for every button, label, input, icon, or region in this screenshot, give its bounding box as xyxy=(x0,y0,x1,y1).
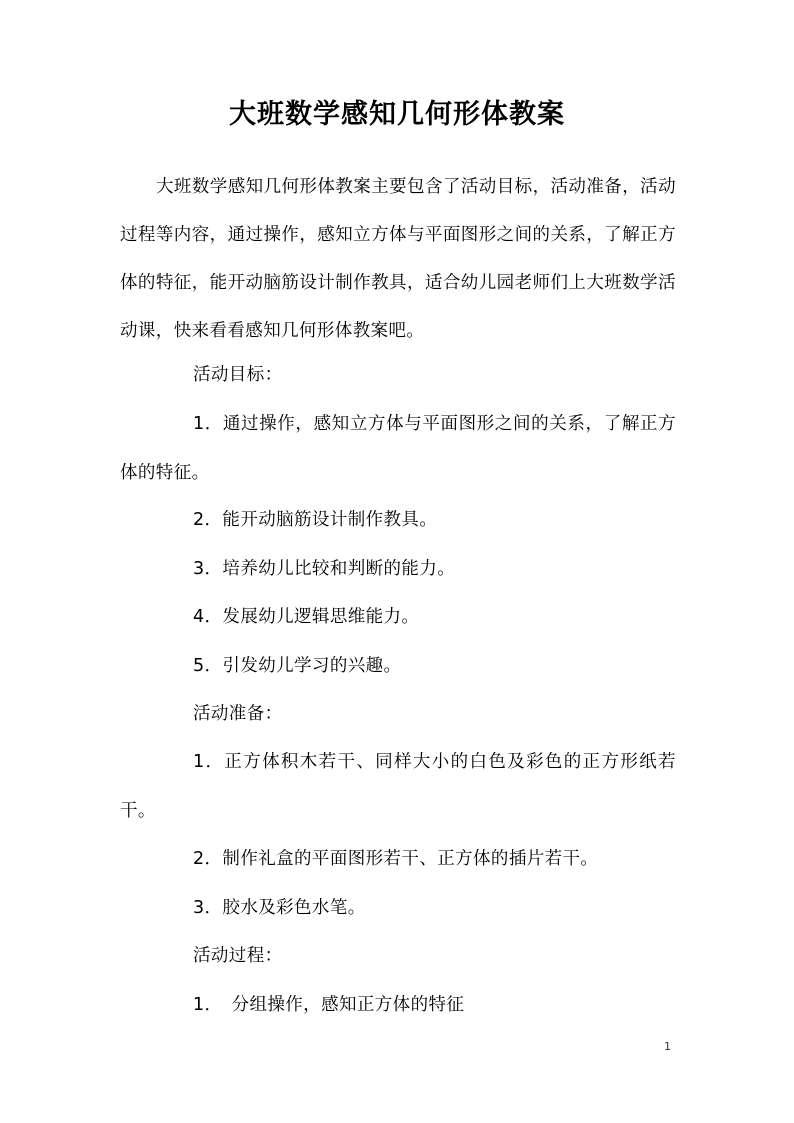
goal-item-3: 3．培养幼儿比较和判断的能力。 xyxy=(193,559,456,579)
prep-item-3: 3．胶水及彩色水笔。 xyxy=(193,898,366,918)
prep-heading: 活动准备： xyxy=(193,704,283,724)
process-item-1: 1． 分组操作，感知正方体的特征 xyxy=(193,995,465,1015)
goal-item-2: 2．能开动脑筋设计制作教具。 xyxy=(193,510,438,530)
prep-item-1: 1．正方体积木若干、同样大小的白色及彩色的正方形纸若干。 xyxy=(120,752,676,821)
goals-heading: 活动目标： xyxy=(193,365,283,385)
goal-item-4: 4．发展幼儿逻辑思维能力。 xyxy=(193,607,420,627)
page-number: 1 xyxy=(664,1040,671,1053)
prep-item-2: 2．制作礼盒的平面图形若干、正方体的插片若干。 xyxy=(193,849,599,869)
goal-item-5: 5．引发幼儿学习的兴趣。 xyxy=(193,656,402,676)
document-title: 大班数学感知几何形体教案 xyxy=(229,99,565,130)
goal-item-1: 1．通过操作，感知立方体与平面图形之间的关系，了解正方体的特征。 xyxy=(120,414,676,483)
process-heading: 活动过程： xyxy=(193,946,283,966)
intro-paragraph: 大班数学感知几何形体教案主要包含了活动目标，活动准备，活动过程等内容，通过操作，感知立方体与平面图形之间的关系，了解正方体的特征，能开动脑筋设计制作教具，适合幼儿园老师们上大班数学活动课，快来看看感知几何形体教案吧。 xyxy=(120,177,676,341)
